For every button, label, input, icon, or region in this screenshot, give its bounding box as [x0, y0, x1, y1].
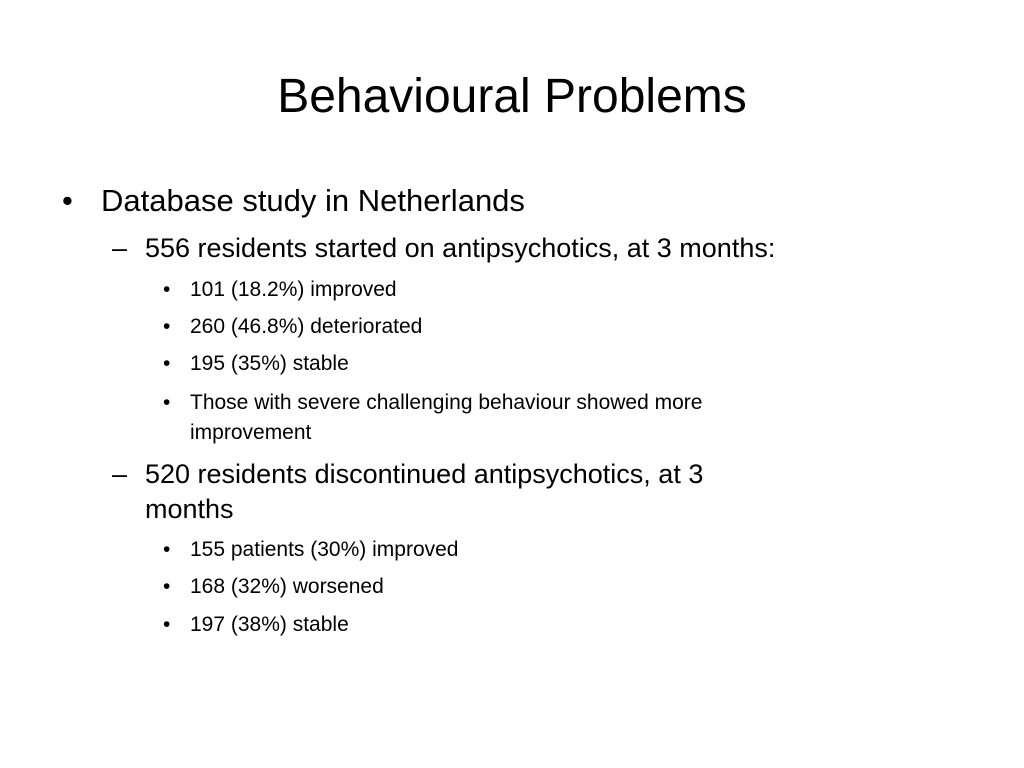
bullet-mark: • — [163, 575, 171, 598]
list-item-text: 101 (18.2%) improved — [190, 278, 397, 301]
bullet-mark: • — [163, 613, 171, 636]
list-item-text: 168 (32%) worsened — [190, 575, 384, 598]
list-item-text: 197 (38%) stable — [190, 613, 349, 636]
dash-mark: – — [112, 459, 128, 489]
sub-bullet-text-line1: 520 residents discontinued antipsychotics, at 3 — [145, 459, 704, 489]
list-item-text-line1: Those with severe challenging behaviour showed more — [190, 391, 703, 414]
list-item-text: 155 patients (30%) improved — [190, 538, 459, 561]
bullet-mark: • — [163, 391, 171, 414]
sub-bullet-text-line2: months — [145, 494, 234, 524]
dash-mark: – — [112, 233, 128, 263]
bullet-mark: • — [163, 315, 171, 338]
bullet-mark: • — [163, 352, 171, 375]
list-item-text: 195 (35%) stable — [190, 352, 349, 375]
sub-bullet-text: 556 residents started on antipsychotics, at 3 months: — [145, 233, 776, 263]
bullet-text: Database study in Netherlands — [101, 183, 525, 218]
bullet-mark: • — [62, 183, 73, 218]
bullet-mark: • — [163, 538, 171, 561]
slide-title: Behavioural Problems — [277, 70, 747, 123]
bullet-mark: • — [163, 278, 171, 301]
list-item-text: 260 (46.8%) deteriorated — [190, 315, 423, 338]
list-item-text-line2: improvement — [190, 421, 312, 444]
